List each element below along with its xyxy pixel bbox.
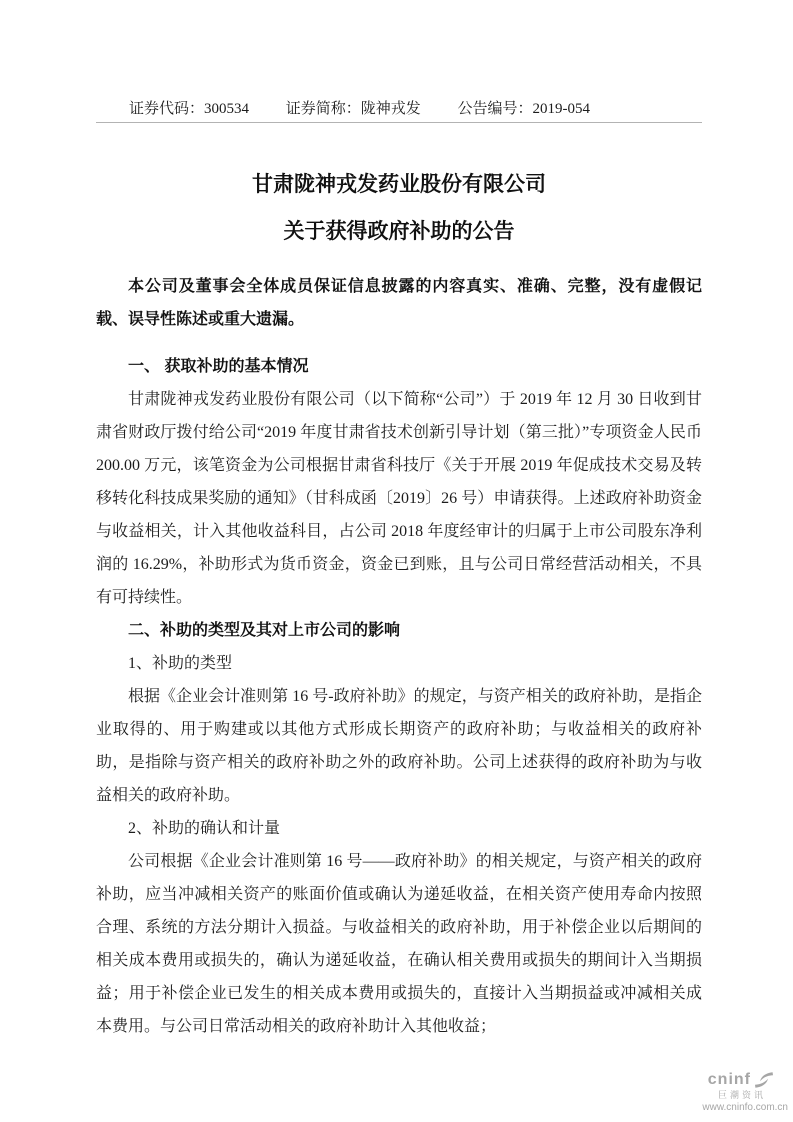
section1-paragraph: 甘肃陇神戎发药业股份有限公司（以下简称“公司”）于 2019 年 12 月 30 日收到甘肃省财政厅拨付给公司“2019 年度甘肃省技术创新引导计划（第三批）”专项资金人民币 200.00 万元，该笔资金为公司根据甘肃省科技厅《关于开展 2019 年促成技术交易及转移转化科技成果奖励的通知》（甘科成函〔2019〕26 号）申请获得。上述政府补助资金与收益相关，计入其他收益科目，占公司 2018 年度经审计的归属于上市公司股东净利润的 16.29%，补助形式为货币资金，资金已到账，且与公司日常经营活动相关，不具有可持续性。 [96, 391, 702, 606]
stock-abbr: 证券简称：陇神戎发 [285, 101, 421, 117]
document-title-line2: 关于获得政府补助的公告 [283, 220, 515, 243]
document-header [96, 99, 702, 119]
section1-heading: 一、 获取补助的基本情况 [128, 358, 309, 375]
section2-heading: 二、补助的类型及其对上市公司的影响 [128, 622, 401, 639]
document-title-line1: 甘肃陇神戎发药业股份有限公司 [252, 173, 546, 196]
cninfo-url-text: www.cninfo.com.cn [702, 1101, 788, 1113]
cninfo-brand-row [702, 1071, 788, 1089]
header-divider [96, 122, 702, 123]
cninfo-brand-text: cninf [707, 1070, 751, 1088]
cninfo-name-text: 巨潮资讯 [717, 1090, 766, 1101]
document-title [96, 161, 702, 255]
document-content [96, 0, 702, 1043]
subsection2-paragraph: 公司根据《企业会计准则第 16 号——政府补助》的相关规定，与资产相关的政府补助，应当冲减相关资产的账面价值或确认为递延收益，在相关资产使用寿命内按照合理、系统的方法分期计入损益。与收益相关的政府补助，用于补偿企业以后期间的相关成本费用或损失的，确认为递延收益，在确认相关费用或损失的期间计入当期损益；用于补偿企业已发生的相关成本费用或损失的，直接计入当期损益或冲减相关成本费用。与公司日常活动相关的政府补助计入其他收益； [96, 853, 702, 1035]
subsection1-heading: 1、补助的类型 [128, 655, 233, 672]
subsection2-heading: 2、补助的确认和计量 [128, 820, 281, 837]
subsection1-paragraph: 根据《企业会计准则第 16 号-政府补助》的规定，与资产相关的政府补助，是指企业取得的、用于购建或以其他方式形成长期资产的政府补助；与收益相关的政府补助，是指除与资产相关的政府补助之外的政府补助。公司上述获得的政府补助为与收益相关的政府补助。 [96, 688, 702, 804]
announcement-number: 公告编号：2019-054 [457, 101, 590, 117]
cninfo-swirl-icon [754, 1071, 774, 1089]
declaration-paragraph: 本公司及董事会全体成员保证信息披露的内容真实、准确、完整，没有虚假记载、误导性陈述或重大遗漏。 [96, 278, 702, 328]
stock-code: 证券代码：300534 [129, 101, 250, 117]
cninfo-logo [702, 1071, 788, 1113]
